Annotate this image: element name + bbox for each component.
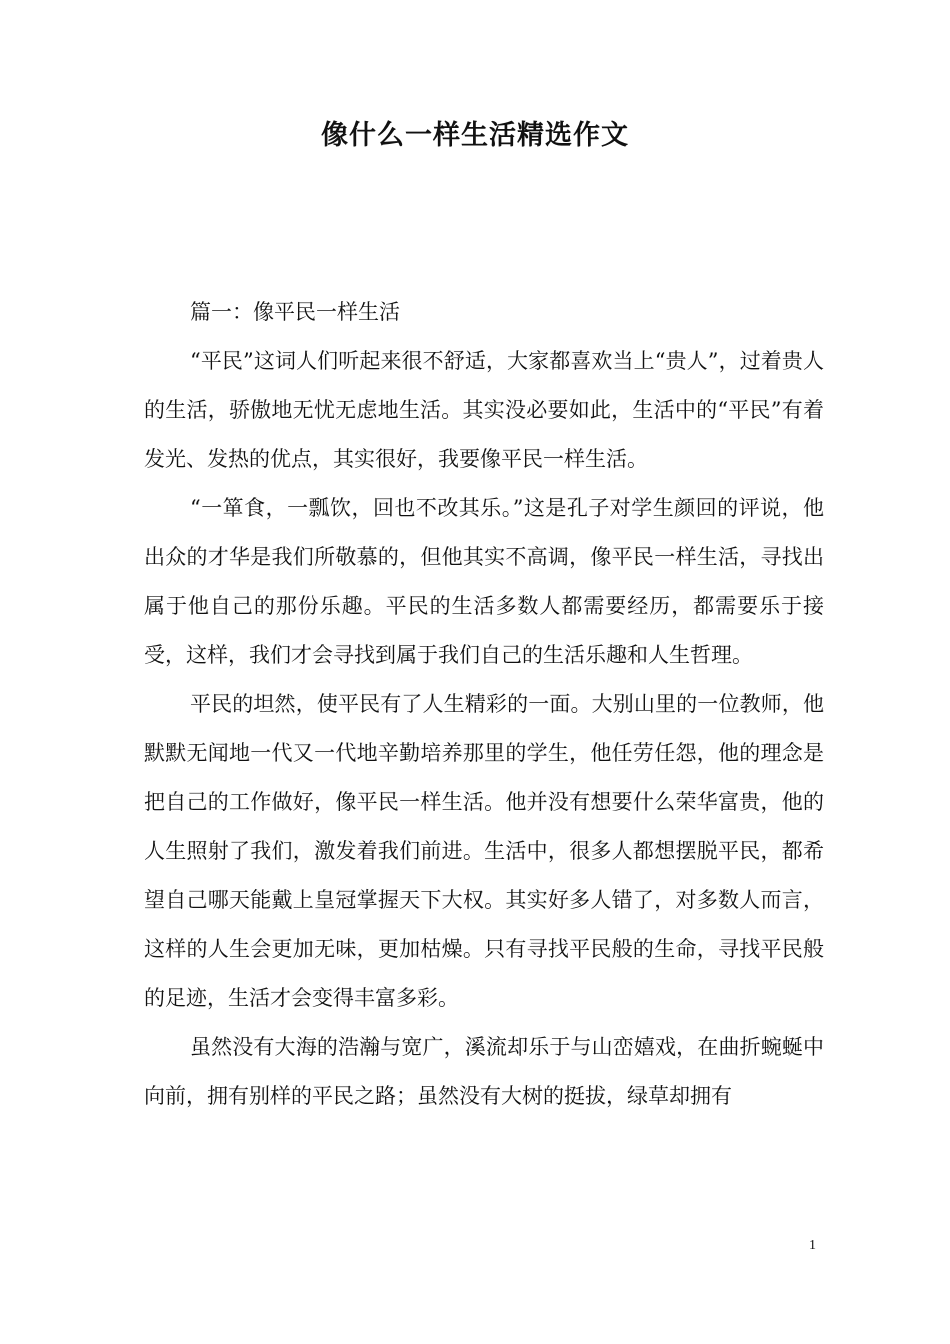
paragraph-4: 虽然没有大海的浩瀚与宽广，溪流却乐于与山峦嬉戏，在曲折蜿蜒中向前，拥有别样的平民之路；虽然没有大树的挺拔，绿草却拥有 bbox=[144, 1035, 824, 1108]
document-body bbox=[144, 288, 824, 1121]
paragraph-1: “平民”这词人们听起来很不舒适，大家都喜欢当上“贵人”，过着贵人的生活，骄傲地无忧无虑地生活。其实没必要如此，生活中的“平民”有着发光、发热的优点，其实很好，我要像平民一样生活。 bbox=[144, 349, 824, 471]
section-heading: 篇一：像平民一样生活 bbox=[190, 300, 400, 324]
document-title: 像什么一样生活精选作文 bbox=[321, 120, 629, 151]
paragraph-3: 平民的坦然，使平民有了人生精彩的一面。大别山里的一位教师，他默默无闻地一代又一代地辛勤培养那里的学生，他任劳任怨，他的理念是把自己的工作做好，像平民一样生活。他并没有想要什么荣华富贵，他的人生照射了我们，激发着我们前进。生活中，很多人都想摆脱平民，都希望自己哪天能戴上皇冠掌握天下大权。其实好多人错了，对多数人而言，这样的人生会更加无味，更加枯燥。只有寻找平民般的生命，寻找平民般的足迹，生活才会变得丰富多彩。 bbox=[144, 692, 824, 1010]
paragraph-2: “一箪食，一瓢饮，回也不改其乐。”这是孔子对学生颜回的评说，他出众的才华是我们所敬慕的，但他其实不高调，像平民一样生活，寻找出属于他自己的那份乐趣。平民的生活多数人都需要经历，都需要乐于接受，这样，我们才会寻找到属于我们自己的生活乐趣和人生哲理。 bbox=[144, 496, 824, 667]
page-number: 1 bbox=[809, 1238, 816, 1253]
